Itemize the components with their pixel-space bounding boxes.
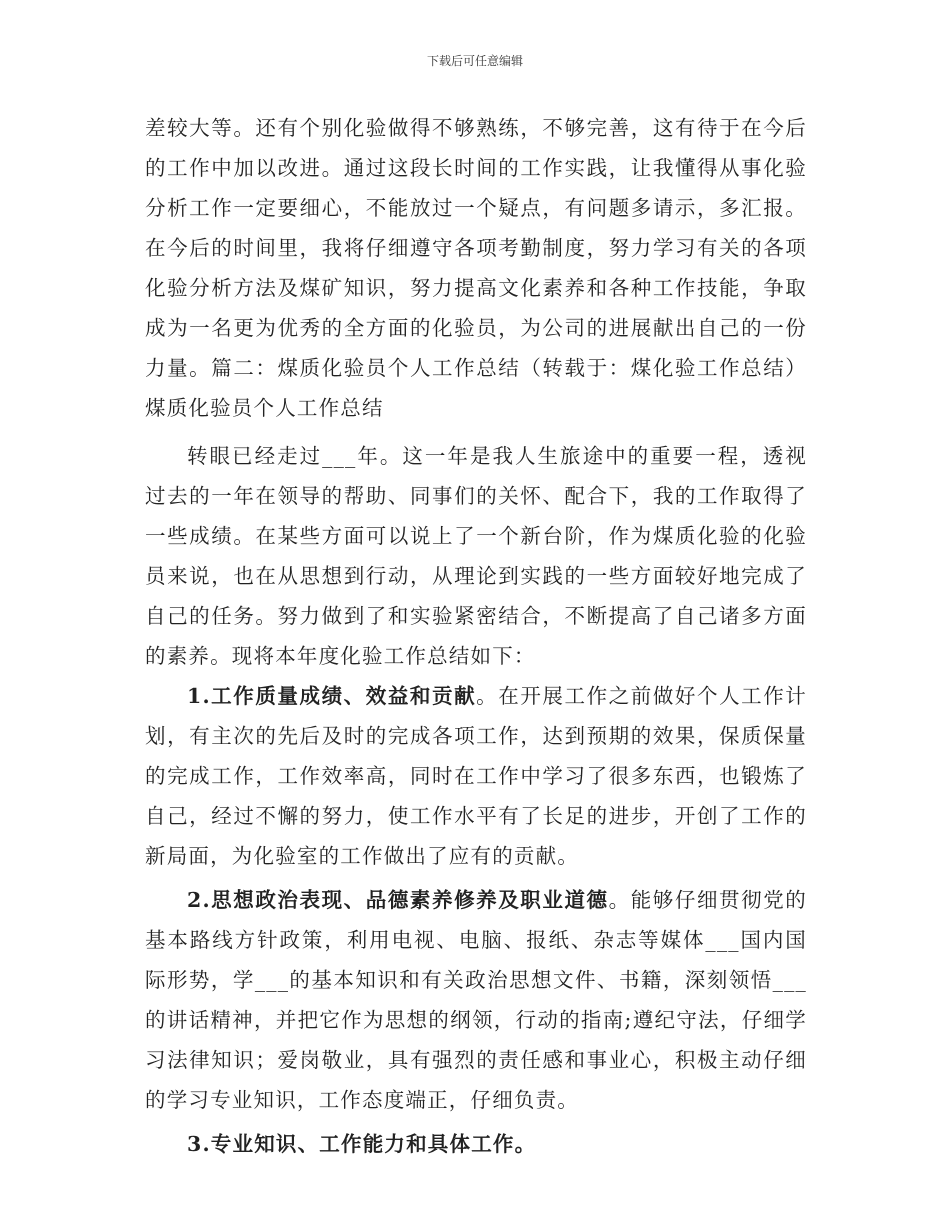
section-1-heading: 1.工作质量成绩、效益和贡献 [187, 684, 477, 708]
section-2-heading: 2.思想政治表现、品德素养修养及职业道德 [187, 888, 609, 912]
paragraph-intro: 转眼已经走过___年。这一年是我人生旅途中的重要一程，透视过去的一年在领导的帮助、同事们的关怀、配合下，我的工作取得了一些成绩。在某些方面可以说上了一个新台阶，作为煤质化验的化验员来说，也在从思想到行动，从理论到实践的一些方面较好地完成了自己的任务。努力做到了和实验紧密结合，不断提高了自己诸多方面的素养。现将本年度化验工作总结如下： [145, 444, 807, 668]
paragraph-section-2 [145, 880, 807, 1120]
paragraph-continuation: 差较大等。还有个别化验做得不够熟练，不够完善，这有待于在今后的工作中加以改进。通过这段长时间的工作实践，让我懂得从事化验分析工作一定要细心，不能放过一个疑点，有问题多请示，多汇报。在今后的时间里，我将仔细遵守各项考勤制度，努力学习有关的各项化验分析方法及煤矿知识，努力提高文化素养和各种工作技能，争取成为一名更为优秀的全方面的化验员，为公司的进展献出自己的一份力量。篇二：煤质化验员个人工作总结（转载于：煤化验工作总结）煤质化验员个人工作总结 [145, 116, 807, 420]
section-3-heading: 3.专业知识、工作能力和具体工作。 [187, 1132, 537, 1156]
section-2-body: 。能够仔细贯彻党的基本路线方针政策，利用电视、电脑、报纸、杂志等媒体___国内国际形势，学___的基本知识和有关政治思想文件、书籍，深刻领悟___的讲话精神，并把它作为思想的纲领，行动的指南;遵纪守法，仔细学习法律知识；爱岗敬业，具有强烈的责任感和事业心，积极主动仔细的学习专业知识，工作态度端正，仔细负责。 [145, 888, 807, 1112]
paragraph-section-1 [145, 676, 807, 876]
document-body [145, 108, 807, 1164]
section-1-body: 。在开展工作之前做好个人工作计划，有主次的先后及时的完成各项工作，达到预期的效果，保质保量的完成工作，工作效率高，同时在工作中学习了很多东西，也锻炼了自己，经过不懈的努力，使工作水平有了长足的进步，开创了工作的新局面，为化验室的工作做出了应有的贡献。 [145, 684, 808, 868]
page-header: 下载后可任意编辑 [426, 54, 523, 68]
